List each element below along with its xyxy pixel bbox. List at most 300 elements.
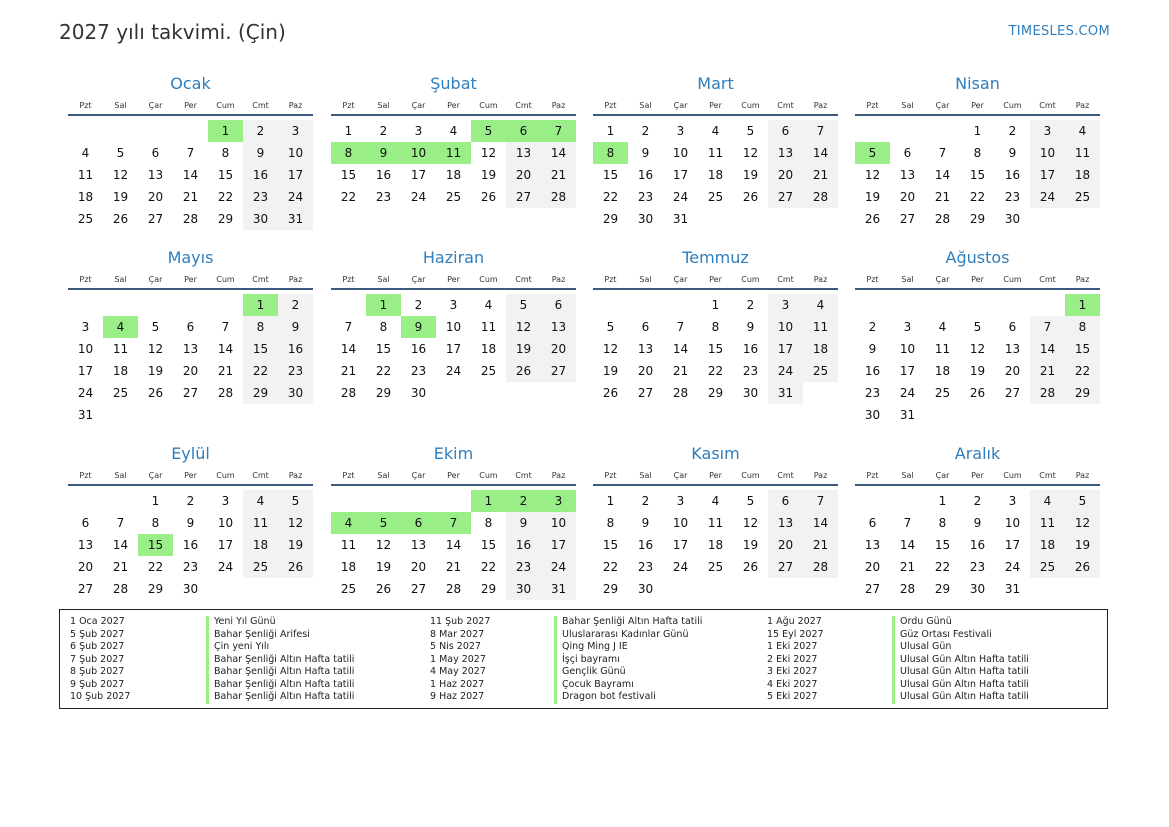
day-cell[interactable]: 18 [340,560,357,574]
day-cell[interactable]: 29 [969,212,986,226]
day-cell[interactable]: 7 [436,512,471,534]
day-cell[interactable]: 22 [217,190,234,204]
day-cell[interactable]: 21 [803,164,838,186]
day-cell[interactable]: 1 [151,494,160,508]
day-cell[interactable]: 28 [803,556,838,578]
day-cell[interactable]: 1 [973,124,982,138]
day-cell[interactable]: 20 [637,364,654,378]
day-cell[interactable]: 8 [606,516,615,530]
day-cell[interactable]: 15 [1065,338,1100,360]
day-cell[interactable]: 13 [864,538,881,552]
day-cell[interactable]: 5 [1065,490,1100,512]
day-cell[interactable]: 3 [676,494,685,508]
day-cell[interactable]: 22 [375,364,392,378]
day-cell[interactable]: 26 [480,190,497,204]
day-cell[interactable]: 4 [711,494,720,508]
day-cell[interactable]: 6 [641,320,650,334]
day-cell[interactable]: 28 [340,386,357,400]
day-cell[interactable]: 27 [1004,386,1021,400]
day-cell[interactable]: 6 [151,146,160,160]
day-cell[interactable]: 27 [899,212,916,226]
day-cell[interactable]: 15 [934,538,951,552]
day-cell[interactable]: 9 [506,512,541,534]
day-cell[interactable]: 1 [606,124,615,138]
day-cell[interactable]: 13 [1004,342,1021,356]
day-cell[interactable]: 6 [401,512,436,534]
day-cell[interactable]: 25 [707,560,724,574]
day-cell[interactable]: 8 [593,142,628,164]
day-cell[interactable]: 18 [112,364,129,378]
day-cell[interactable]: 28 [541,186,576,208]
day-cell[interactable]: 8 [151,516,160,530]
day-cell[interactable]: 11 [1065,142,1100,164]
day-cell[interactable]: 30 [410,386,427,400]
day-cell[interactable]: 28 [445,582,462,596]
day-cell[interactable]: 5 [746,124,755,138]
day-cell[interactable]: 14 [934,168,951,182]
day-cell[interactable]: 22 [602,190,619,204]
day-cell[interactable]: 13 [77,538,94,552]
day-cell[interactable]: 10 [217,516,234,530]
day-cell[interactable]: 30 [637,212,654,226]
day-cell[interactable]: 9 [973,516,982,530]
day-cell[interactable]: 31 [672,212,689,226]
day-cell[interactable]: 29 [934,582,951,596]
day-cell[interactable]: 22 [969,190,986,204]
day-cell[interactable]: 17 [768,338,803,360]
day-cell[interactable]: 29 [1065,382,1100,404]
day-cell[interactable]: 3 [1008,494,1017,508]
day-cell[interactable]: 16 [864,364,881,378]
day-cell[interactable]: 8 [484,516,493,530]
day-cell[interactable]: 27 [77,582,94,596]
day-cell[interactable]: 3 [541,490,576,512]
day-cell[interactable]: 9 [746,320,755,334]
day-cell[interactable]: 16 [1004,168,1021,182]
day-cell[interactable]: 9 [868,342,877,356]
day-cell[interactable]: 20 [864,560,881,574]
day-cell[interactable]: 29 [707,386,724,400]
day-cell[interactable]: 20 [77,560,94,574]
day-cell[interactable]: 23 [637,560,654,574]
day-cell[interactable]: 5 [116,146,125,160]
day-cell[interactable]: 26 [278,556,313,578]
day-cell[interactable]: 13 [410,538,427,552]
day-cell[interactable]: 22 [707,364,724,378]
day-cell[interactable]: 15 [243,338,278,360]
day-cell[interactable]: 19 [278,534,313,556]
day-cell[interactable]: 4 [449,124,458,138]
day-cell[interactable]: 11 [803,316,838,338]
day-cell[interactable]: 24 [217,560,234,574]
day-cell[interactable]: 15 [340,168,357,182]
day-cell[interactable]: 18 [934,364,951,378]
day-cell[interactable]: 9 [641,516,650,530]
day-cell[interactable]: 15 [480,538,497,552]
day-cell[interactable]: 15 [375,342,392,356]
day-cell[interactable]: 16 [506,534,541,556]
day-cell[interactable]: 26 [864,212,881,226]
day-cell[interactable]: 20 [147,190,164,204]
day-cell[interactable]: 1 [938,494,947,508]
day-cell[interactable]: 12 [506,316,541,338]
day-cell[interactable]: 14 [803,512,838,534]
day-cell[interactable]: 11 [480,320,497,334]
day-cell[interactable]: 11 [77,168,94,182]
day-cell[interactable]: 21 [934,190,951,204]
day-cell[interactable]: 19 [742,168,759,182]
day-cell[interactable]: 24 [1004,560,1021,574]
day-cell[interactable]: 16 [278,338,313,360]
day-cell[interactable]: 2 [379,124,388,138]
day-cell[interactable]: 26 [742,560,759,574]
day-cell[interactable]: 8 [938,516,947,530]
day-cell[interactable]: 5 [973,320,982,334]
day-cell[interactable]: 24 [899,386,916,400]
day-cell[interactable]: 15 [707,342,724,356]
day-cell[interactable]: 16 [969,538,986,552]
day-cell[interactable]: 17 [541,534,576,556]
day-cell[interactable]: 13 [637,342,654,356]
day-cell[interactable]: 10 [768,316,803,338]
day-cell[interactable]: 21 [672,364,689,378]
day-cell[interactable]: 1 [1065,294,1100,316]
day-cell[interactable]: 24 [410,190,427,204]
day-cell[interactable]: 4 [243,490,278,512]
day-cell[interactable]: 27 [768,186,803,208]
day-cell[interactable]: 21 [340,364,357,378]
day-cell[interactable]: 25 [112,386,129,400]
day-cell[interactable]: 3 [449,298,458,312]
day-cell[interactable]: 17 [672,168,689,182]
day-cell[interactable]: 13 [147,168,164,182]
day-cell[interactable]: 13 [182,342,199,356]
day-cell[interactable]: 19 [742,538,759,552]
day-cell[interactable]: 14 [340,342,357,356]
day-cell[interactable]: 10 [899,342,916,356]
day-cell[interactable]: 19 [112,190,129,204]
day-cell[interactable]: 18 [707,168,724,182]
day-cell[interactable]: 14 [1030,338,1065,360]
day-cell[interactable]: 8 [243,316,278,338]
day-cell[interactable]: 3 [903,320,912,334]
day-cell[interactable]: 9 [1008,146,1017,160]
day-cell[interactable]: 17 [77,364,94,378]
day-cell[interactable]: 9 [641,146,650,160]
day-cell[interactable]: 12 [742,516,759,530]
day-cell[interactable]: 1 [606,494,615,508]
day-cell[interactable]: 6 [506,120,541,142]
day-cell[interactable]: 4 [484,298,493,312]
day-cell[interactable]: 3 [676,124,685,138]
day-cell[interactable]: 29 [375,386,392,400]
day-cell[interactable]: 24 [672,560,689,574]
day-cell[interactable]: 7 [903,516,912,530]
day-cell[interactable]: 23 [375,190,392,204]
day-cell[interactable]: 8 [711,320,720,334]
day-cell[interactable]: 21 [1030,360,1065,382]
day-cell[interactable]: 30 [243,208,278,230]
day-cell[interactable]: 15 [969,168,986,182]
day-cell[interactable]: 11 [243,512,278,534]
day-cell[interactable]: 30 [182,582,199,596]
day-cell[interactable]: 18 [803,338,838,360]
day-cell[interactable]: 7 [116,516,125,530]
day-cell[interactable]: 9 [278,316,313,338]
day-cell[interactable]: 28 [182,212,199,226]
day-cell[interactable]: 28 [899,582,916,596]
day-cell[interactable]: 4 [711,124,720,138]
day-cell[interactable]: 7 [541,120,576,142]
day-cell[interactable]: 4 [1030,490,1065,512]
day-cell[interactable]: 19 [969,364,986,378]
day-cell[interactable]: 2 [641,494,650,508]
day-cell[interactable]: 13 [506,142,541,164]
day-cell[interactable]: 14 [541,142,576,164]
day-cell[interactable]: 7 [803,490,838,512]
day-cell[interactable]: 22 [934,560,951,574]
day-cell[interactable]: 29 [217,212,234,226]
day-cell[interactable]: 3 [278,120,313,142]
day-cell[interactable]: 31 [899,408,916,422]
day-cell[interactable]: 29 [602,582,619,596]
day-cell[interactable]: 23 [506,556,541,578]
day-cell[interactable]: 1 [471,490,506,512]
day-cell[interactable]: 21 [112,560,129,574]
day-cell[interactable]: 31 [77,408,94,422]
day-cell[interactable]: 7 [938,146,947,160]
day-cell[interactable]: 11 [1030,512,1065,534]
day-cell[interactable]: 22 [147,560,164,574]
day-cell[interactable]: 1 [208,120,243,142]
day-cell[interactable]: 13 [768,142,803,164]
day-cell[interactable]: 9 [186,516,195,530]
day-cell[interactable]: 18 [243,534,278,556]
day-cell[interactable]: 5 [506,294,541,316]
day-cell[interactable]: 7 [676,320,685,334]
day-cell[interactable]: 20 [768,164,803,186]
day-cell[interactable]: 13 [768,512,803,534]
day-cell[interactable]: 20 [768,534,803,556]
day-cell[interactable]: 30 [1004,212,1021,226]
day-cell[interactable]: 29 [243,382,278,404]
day-cell[interactable]: 24 [768,360,803,382]
day-cell[interactable]: 16 [375,168,392,182]
day-cell[interactable]: 17 [217,538,234,552]
day-cell[interactable]: 24 [278,186,313,208]
day-cell[interactable]: 24 [672,190,689,204]
day-cell[interactable]: 10 [401,142,436,164]
day-cell[interactable]: 8 [221,146,230,160]
day-cell[interactable]: 16 [637,538,654,552]
day-cell[interactable]: 12 [375,538,392,552]
day-cell[interactable]: 20 [541,338,576,360]
day-cell[interactable]: 12 [278,512,313,534]
day-cell[interactable]: 28 [217,386,234,400]
day-cell[interactable]: 17 [1030,164,1065,186]
day-cell[interactable]: 18 [707,538,724,552]
brand-link[interactable]: TIMESLES.COM [1008,24,1110,39]
day-cell[interactable]: 22 [480,560,497,574]
day-cell[interactable]: 2 [868,320,877,334]
day-cell[interactable]: 1 [344,124,353,138]
day-cell[interactable]: 10 [77,342,94,356]
day-cell[interactable]: 25 [1030,556,1065,578]
day-cell[interactable]: 6 [768,120,803,142]
day-cell[interactable]: 9 [243,142,278,164]
day-cell[interactable]: 9 [401,316,436,338]
day-cell[interactable]: 20 [182,364,199,378]
day-cell[interactable]: 19 [480,168,497,182]
day-cell[interactable]: 22 [602,560,619,574]
day-cell[interactable]: 25 [803,360,838,382]
day-cell[interactable]: 2 [278,294,313,316]
day-cell[interactable]: 2 [1008,124,1017,138]
day-cell[interactable]: 16 [243,164,278,186]
day-cell[interactable]: 12 [864,168,881,182]
day-cell[interactable]: 10 [541,512,576,534]
day-cell[interactable]: 4 [938,320,947,334]
day-cell[interactable]: 3 [414,124,423,138]
day-cell[interactable]: 14 [112,538,129,552]
day-cell[interactable]: 26 [1065,556,1100,578]
day-cell[interactable]: 11 [436,142,471,164]
day-cell[interactable]: 13 [541,316,576,338]
day-cell[interactable]: 30 [742,386,759,400]
day-cell[interactable]: 10 [445,320,462,334]
day-cell[interactable]: 23 [969,560,986,574]
day-cell[interactable]: 24 [541,556,576,578]
day-cell[interactable]: 17 [672,538,689,552]
day-cell[interactable]: 30 [864,408,881,422]
day-cell[interactable]: 4 [803,294,838,316]
day-cell[interactable]: 13 [899,168,916,182]
day-cell[interactable]: 11 [707,516,724,530]
day-cell[interactable]: 2 [414,298,423,312]
day-cell[interactable]: 14 [672,342,689,356]
day-cell[interactable]: 8 [379,320,388,334]
day-cell[interactable]: 24 [77,386,94,400]
day-cell[interactable]: 6 [868,516,877,530]
day-cell[interactable]: 23 [243,186,278,208]
day-cell[interactable]: 26 [147,386,164,400]
day-cell[interactable]: 16 [637,168,654,182]
day-cell[interactable]: 31 [541,578,576,600]
day-cell[interactable]: 24 [1030,186,1065,208]
day-cell[interactable]: 12 [112,168,129,182]
day-cell[interactable]: 3 [768,294,803,316]
day-cell[interactable]: 4 [1065,120,1100,142]
day-cell[interactable]: 2 [243,120,278,142]
day-cell[interactable]: 2 [746,298,755,312]
day-cell[interactable]: 26 [506,360,541,382]
day-cell[interactable]: 23 [637,190,654,204]
day-cell[interactable]: 26 [375,582,392,596]
day-cell[interactable]: 18 [1030,534,1065,556]
day-cell[interactable]: 17 [445,342,462,356]
day-cell[interactable]: 17 [1004,538,1021,552]
day-cell[interactable]: 2 [641,124,650,138]
day-cell[interactable]: 15 [138,534,173,556]
day-cell[interactable]: 23 [1004,190,1021,204]
day-cell[interactable]: 5 [746,494,755,508]
day-cell[interactable]: 12 [602,342,619,356]
day-cell[interactable]: 26 [112,212,129,226]
day-cell[interactable]: 15 [602,168,619,182]
day-cell[interactable]: 20 [1004,364,1021,378]
day-cell[interactable]: 25 [445,190,462,204]
day-cell[interactable]: 21 [899,560,916,574]
day-cell[interactable]: 27 [864,582,881,596]
day-cell[interactable]: 17 [278,164,313,186]
day-cell[interactable]: 11 [112,342,129,356]
day-cell[interactable]: 5 [151,320,160,334]
day-cell[interactable]: 25 [1065,186,1100,208]
day-cell[interactable]: 28 [112,582,129,596]
day-cell[interactable]: 23 [864,386,881,400]
day-cell[interactable]: 27 [541,360,576,382]
day-cell[interactable]: 20 [506,164,541,186]
day-cell[interactable]: 25 [77,212,94,226]
day-cell[interactable]: 10 [672,516,689,530]
day-cell[interactable]: 27 [506,186,541,208]
day-cell[interactable]: 22 [340,190,357,204]
day-cell[interactable]: 12 [969,342,986,356]
day-cell[interactable]: 17 [899,364,916,378]
day-cell[interactable]: 12 [480,146,497,160]
day-cell[interactable]: 14 [182,168,199,182]
day-cell[interactable]: 6 [903,146,912,160]
day-cell[interactable]: 31 [768,382,803,404]
day-cell[interactable]: 10 [1004,516,1021,530]
day-cell[interactable]: 30 [278,382,313,404]
day-cell[interactable]: 19 [1065,534,1100,556]
day-cell[interactable]: 30 [637,582,654,596]
day-cell[interactable]: 17 [410,168,427,182]
day-cell[interactable]: 7 [803,120,838,142]
day-cell[interactable]: 19 [147,364,164,378]
day-cell[interactable]: 3 [81,320,90,334]
day-cell[interactable]: 6 [1008,320,1017,334]
day-cell[interactable]: 11 [707,146,724,160]
day-cell[interactable]: 12 [742,146,759,160]
day-cell[interactable]: 25 [243,556,278,578]
day-cell[interactable]: 1 [711,298,720,312]
day-cell[interactable]: 28 [672,386,689,400]
day-cell[interactable]: 8 [331,142,366,164]
day-cell[interactable]: 7 [186,146,195,160]
day-cell[interactable]: 25 [480,364,497,378]
day-cell[interactable]: 23 [742,364,759,378]
day-cell[interactable]: 21 [217,364,234,378]
day-cell[interactable]: 22 [1065,360,1100,382]
day-cell[interactable]: 22 [243,360,278,382]
day-cell[interactable]: 1 [366,294,401,316]
day-cell[interactable]: 3 [1030,120,1065,142]
day-cell[interactable]: 12 [1065,512,1100,534]
day-cell[interactable]: 31 [278,208,313,230]
day-cell[interactable]: 8 [973,146,982,160]
day-cell[interactable]: 11 [934,342,951,356]
day-cell[interactable]: 25 [934,386,951,400]
day-cell[interactable]: 20 [410,560,427,574]
day-cell[interactable]: 29 [602,212,619,226]
day-cell[interactable]: 11 [340,538,357,552]
day-cell[interactable]: 21 [182,190,199,204]
day-cell[interactable]: 31 [1004,582,1021,596]
day-cell[interactable]: 9 [366,142,401,164]
day-cell[interactable]: 10 [278,142,313,164]
